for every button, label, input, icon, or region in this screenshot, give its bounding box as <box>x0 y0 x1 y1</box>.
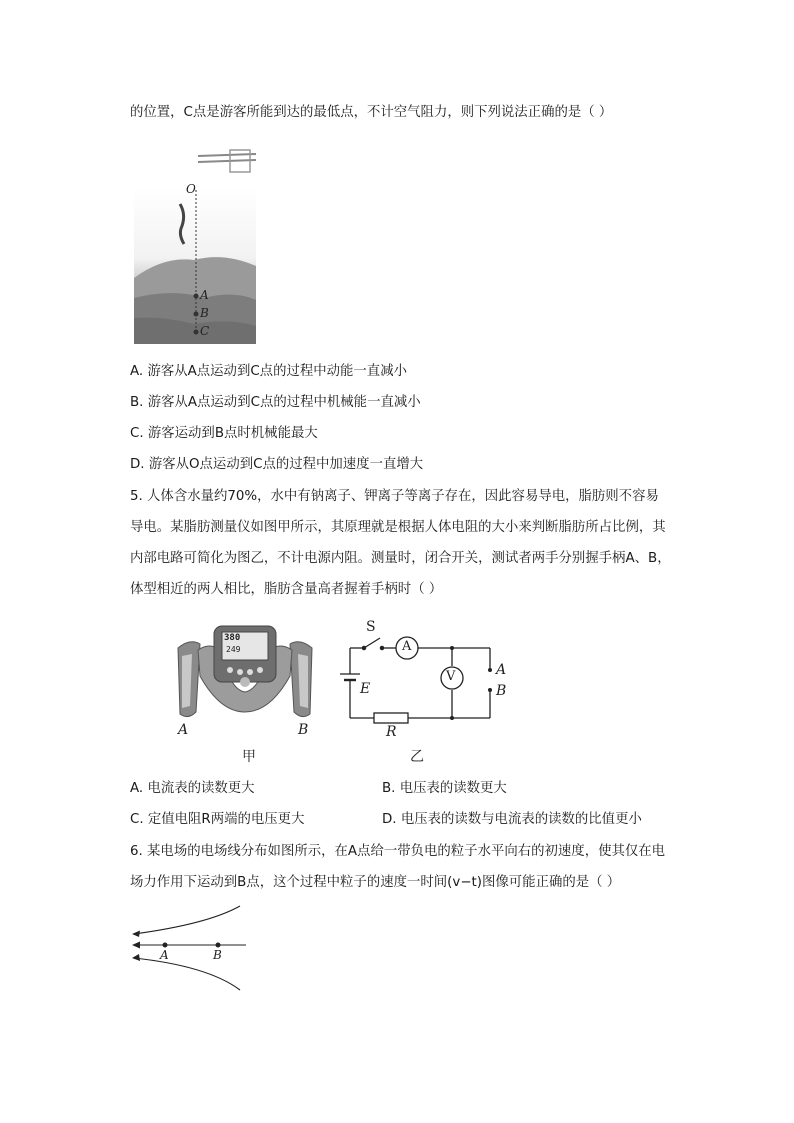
display-reading-top: 380 <box>224 633 241 643</box>
figure-jia-caption: 甲 <box>242 749 256 765</box>
q4-stem-tail: 的位置，C点是游客所能到达的最低点，不计空气阻力，则下列说法正确的是（ ） <box>130 105 613 120</box>
handle-b-label: B <box>298 722 309 738</box>
point-c-label: C <box>200 324 210 338</box>
q5-stem-line-2: 导电。某脂肪测量仪如图甲所示，其原理就是根据人体电阻的大小来判断脂肪所占比例，其 <box>130 520 666 535</box>
q5-option-b: B. 电压表的读数更大 <box>382 781 507 796</box>
q6-stem-line-2: 场力作用下运动到B点，这个过程中粒子的速度一时间(v−t)图像可能正确的是（ ） <box>130 875 621 890</box>
q5-stem-line-4: 体型相近的两人相比，脂肪含量高者握着手柄时（ ） <box>130 582 443 597</box>
ammeter-a-symbol: A <box>402 639 412 654</box>
figure-yi-caption: 乙 <box>410 749 424 765</box>
q6-stem-line-1: 6. 某电场的电场线分布如图所示，在A点给一带负电的粒子水平向右的初速度，使其仅在电 <box>130 844 666 859</box>
q4-option-c: C. 游客运动到B点时机械能最大 <box>130 426 318 441</box>
electric-field-lines-figure <box>128 902 248 994</box>
field-point-b-label: B <box>213 948 222 962</box>
fat-meter-device-figure <box>170 620 320 770</box>
bungee-photo-figure <box>134 148 256 344</box>
point-a-label: A <box>200 288 209 302</box>
terminal-a-label: A <box>496 662 507 678</box>
q4-option-b: B. 游客从A点运动到C点的过程中机械能一直减小 <box>130 395 421 410</box>
display-reading-bottom: 249 <box>226 645 241 654</box>
q4-option-d: D. 游客从O点运动到C点的过程中加速度一直增大 <box>130 457 424 472</box>
terminal-b-label: B <box>496 683 507 699</box>
point-b-label: B <box>200 306 209 320</box>
q5-option-c: C. 定值电阻R两端的电压更大 <box>130 812 305 827</box>
battery-e-label: E <box>360 681 371 697</box>
handle-a-label: A <box>178 722 189 738</box>
q5-option-a: A. 电流表的读数更大 <box>130 781 255 796</box>
voltmeter-v-symbol: V <box>446 669 456 684</box>
point-o-label: O <box>186 182 196 196</box>
q5-stem-line-3: 内部电路可简化为图乙，不计电源内阻。测量时，闭合开关，测试者两手分别握手柄A、B， <box>130 551 671 566</box>
q5-stem-line-1: 5. 人体含水量约70%，水中有钠离子、钾离子等离子存在，因此容易导电，脂肪则不容易 <box>130 489 659 504</box>
q5-option-d: D. 电压表的读数与电流表的读数的比值更小 <box>382 812 642 827</box>
q4-option-a: A. 游客从A点运动到C点的过程中动能一直减小 <box>130 364 407 379</box>
field-point-a-label: A <box>160 948 169 962</box>
resistor-r-label: R <box>386 724 397 740</box>
circuit-diagram-figure <box>340 618 510 770</box>
switch-s-label: S <box>366 619 376 635</box>
